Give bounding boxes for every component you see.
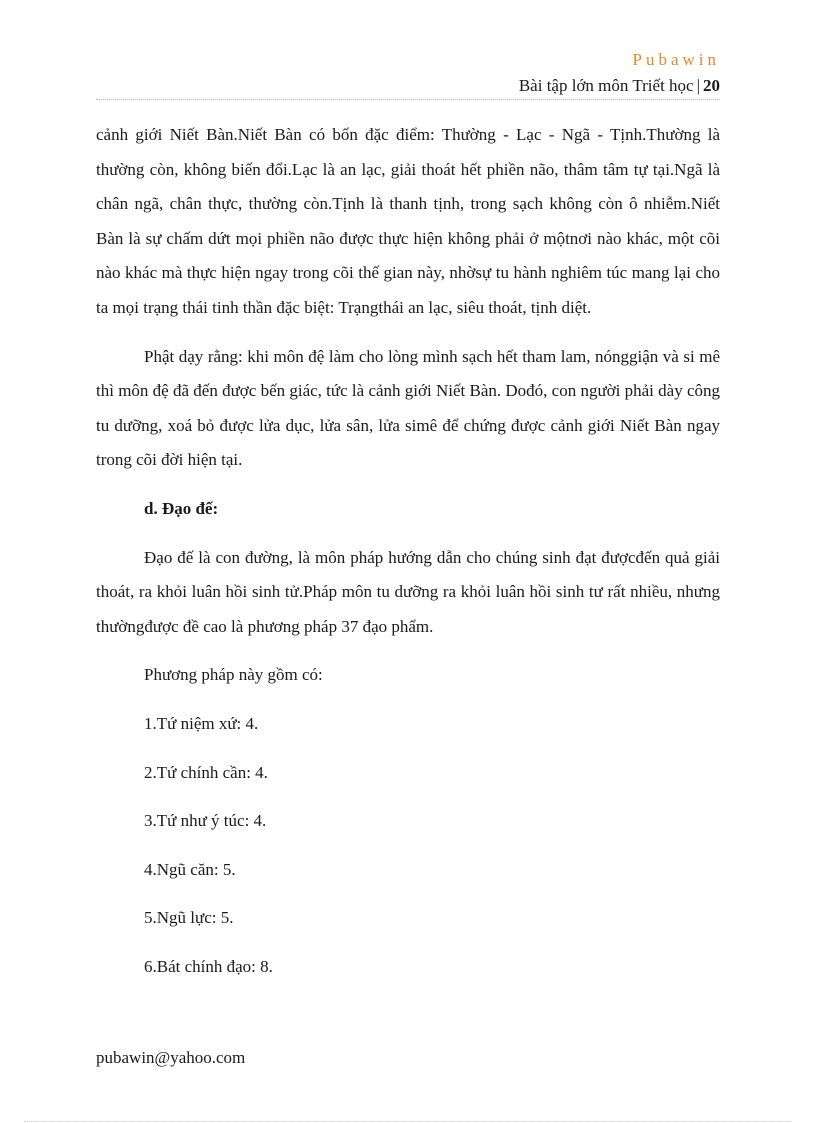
course-title: Bài tập lớn môn Triết học <box>518 76 694 95</box>
page-number: 20 <box>703 76 720 95</box>
paragraph-buddha-teaching: Phật dạy rằng: khi môn đệ làm cho lòng mình sạch hết tham lam, nónggiận và si mê thì môn đệ đã đến được bến giác, tức là cảnh giới Niết Bàn. Dođó, con người phải dày công tu dưỡng, xoá bỏ được lửa dục, lửa sân, lửa simê để chứng được cảnh giới Niết Bàn ngay trong cõi đời hiện tại. <box>96 346 720 470</box>
footer-email: pubawin@yahoo.com <box>96 1048 246 1067</box>
paragraph-path-description: Đạo đế là con đường, là môn pháp hướng dẫn cho chúng sinh đạt đượcđến quả giải thoát, ra khỏi luân hồi sinh tử.Pháp môn tu dưỡng ra khỏi luân hồi sinh tư rất nhiều, nhưng thườngđược đề cao là phương pháp 37 đạo phẩm. <box>96 547 720 636</box>
list-item: 6.Bát chính đạo: 8. <box>144 956 273 976</box>
list-item: 5.Ngũ lực: 5. <box>144 908 234 928</box>
list-item: 1.Tứ niệm xứ: 4. <box>144 713 259 733</box>
footer-divider <box>24 1121 792 1122</box>
header-subtitle <box>519 75 720 97</box>
paragraph-nirvana-description: cảnh giới Niết Bàn.Niết Bàn có bốn đặc điểm: Thường - Lạc - Ngã - Tịnh.Thường là thường còn, không biến đổi.Lạc là an lạc, giải thoát hết phiền não, thâm tâm tự tại.Ngã là chân ngã, chân thực, thường còn.Tịnh là thanh tịnh, trong sạch không còn ô nhiễm.Niết Bàn là sự chấm dứt mọi phiền não được thực hiện không phải ở mộtnơi nào khác, một cõi nào khác mà thực hiện ngay trong cõi thế gian này, nhờsự tu hành nghiêm túc mang lại cho ta mọi trạng thái tinh thần đặc biệt: Trạngthái an lạc, siêu thoát, tịnh diệt. <box>96 125 720 317</box>
list-item: 2.Tứ chính cần: 4. <box>144 762 268 782</box>
header-divider <box>96 99 720 100</box>
list-intro: Phương pháp này gồm có: <box>144 665 323 685</box>
section-heading: d. Đạo đế: <box>144 498 219 518</box>
list-item: 3.Tứ như ý túc: 4. <box>144 811 267 831</box>
document-body <box>96 118 720 984</box>
page-header <box>519 50 720 97</box>
list-item: 4.Ngũ căn: 5. <box>144 859 236 879</box>
header-separator: | <box>696 76 700 95</box>
brand-name: Pubawin <box>632 50 720 69</box>
